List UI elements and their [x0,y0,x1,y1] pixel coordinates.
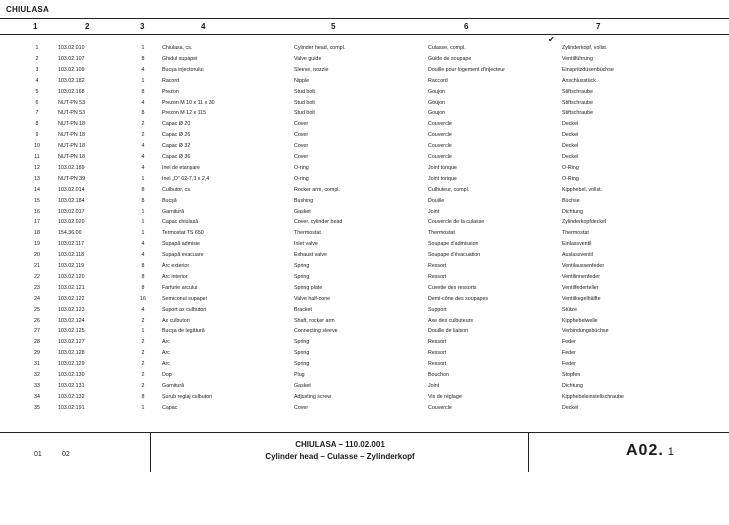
row-position: 7 [35,110,39,117]
row-name-en: Sleeve, nozzle [294,66,329,73]
col-header-2: 2 [85,22,90,31]
row-quantity: 1 [141,328,145,335]
row-name-de: Einlassventil [562,241,592,248]
row-name-de: Stiftschraube [562,88,593,95]
row-name-fr: Douille [428,197,445,204]
row-position: 28 [34,339,40,346]
col-header-4: 4 [201,22,206,31]
row-quantity: 8 [141,55,145,62]
row-part-code: 103.02.182 [58,77,85,84]
row-position: 23 [34,284,40,291]
row-quantity: 4 [141,164,145,171]
row-name-ro: Supapă admisie [162,241,200,248]
table-row [0,87,729,97]
row-quantity: 1 [141,404,145,411]
row-name-en: Cover [294,132,309,139]
row-name-ro: Prezon [162,88,179,95]
col-header-5: 5 [331,22,336,31]
row-part-code: 103.02.168 [58,88,85,95]
footer-top-rule [0,432,729,433]
table-row [0,392,729,402]
table-row [0,228,729,238]
row-name-en: Exhaust valve [294,252,327,259]
row-name-fr: Couvercle [428,143,452,150]
row-position: 24 [34,295,40,302]
row-position: 10 [34,143,40,150]
table-row [0,65,729,75]
footer-divider-left [150,432,151,472]
sheet-code-main: A02. [626,442,664,459]
row-name-ro: Arc exterior [162,263,190,269]
table-row [0,152,729,162]
row-quantity: 4 [141,252,145,259]
row-name-fr: Goujon [428,110,446,117]
row-part-code: NUT-PN 18 [58,143,86,150]
row-position: 22 [34,273,40,280]
row-name-ro: Prezon M 12 x 115 [162,110,207,117]
row-quantity: 4 [141,306,145,313]
col-header-1: 1 [33,22,38,31]
row-name-fr: Raccord [428,77,448,84]
row-name-de: Deckel [562,154,579,160]
row-position: 6 [35,99,39,106]
row-name-de: Dichtung [562,208,583,215]
row-part-code: 103.02.124 [58,317,85,324]
row-part-code: 103.02.131 [58,382,85,389]
row-name-en: Inlet valve [294,241,318,248]
table-row [0,141,729,151]
row-name-en: Shaft, rocker arm [294,317,335,324]
row-position: 1 [35,45,39,51]
header-rule [0,34,729,35]
row-name-de: Zylinderkopf, vollst. [562,45,608,51]
table-row [0,348,729,358]
row-part-code: 103.02.128 [58,350,85,357]
page-title: CHIULASA [6,5,49,14]
table-row [0,239,729,249]
row-name-en: Rocker arm, compl. [294,186,340,193]
row-name-de: Ventilfederteller [562,284,599,291]
row-quantity: 4 [141,66,145,73]
row-name-fr: Ressort [428,339,447,346]
row-quantity: 1 [141,219,145,226]
row-part-code: 103.02.107 [58,55,85,62]
table-row [0,163,729,173]
row-name-de: Deckel [562,143,579,150]
table-row [0,294,729,304]
row-part-code: 103.02.109 [58,66,85,73]
row-quantity: 8 [141,88,145,95]
row-name-de: Büchse [562,197,580,204]
row-name-en: Cover [294,154,309,160]
footer-title: CHIULASA – 110.02.001 [295,440,385,449]
row-name-en: Cover [294,143,309,150]
row-position: 4 [35,77,39,84]
row-name-fr: Joint torique [428,164,457,171]
row-part-code: 103.02.119 [58,263,85,269]
row-name-fr: Couvercle [428,404,452,411]
row-name-ro: Supapă evacuare [162,252,204,259]
row-name-de: Ventilaussenfeder [562,263,605,269]
row-name-fr: Couvercle [428,132,452,139]
row-name-de: Stiftschraube [562,110,593,117]
footer-divider-right [528,432,529,472]
sheet-code [626,442,675,460]
row-name-de: Deckel [562,132,579,139]
row-name-en: Cover [294,404,309,411]
row-name-en: Gasket [294,208,311,215]
row-quantity: 16 [140,295,146,302]
row-name-ro: Capac [162,404,178,411]
row-name-fr: Guide de soupape [428,55,472,62]
row-name-fr: Couvercle [428,154,452,160]
row-name-en: Spring plate [294,284,323,291]
row-name-de: Ventilkegelhälfte [562,295,601,302]
row-name-en: Adjusting screw [294,393,332,400]
col-header-3: 3 [140,22,145,31]
table-row [0,196,729,206]
row-name-fr: Culasse, compl. [428,45,466,51]
row-name-en: Spring [294,350,310,357]
row-name-en: Gasket [294,382,311,389]
row-quantity: 2 [141,382,145,389]
row-part-code: NUT-PN 18 [58,154,86,160]
table-row [0,217,729,227]
row-position: 29 [34,350,40,357]
row-position: 3 [35,66,39,73]
table-row [0,43,729,53]
row-position: 12 [34,164,40,171]
row-name-ro: Prezon M 10 x 11 x 30 [162,99,215,106]
table-row [0,337,729,347]
row-part-code: NUT-PN 18 [58,121,86,128]
row-part-code: 103.02.020 [58,219,85,226]
row-name-de: Anschlusstück [562,77,596,84]
row-position: 21 [34,263,40,269]
row-position: 35 [34,404,40,411]
row-name-ro: Arc interior [162,273,188,280]
row-name-ro: Semiconul supapei [162,295,207,302]
row-name-de: Feder [562,361,576,368]
row-part-code: 103.02.121 [58,284,85,291]
row-part-code: 103.02.125 [58,328,85,335]
row-name-de: Kipphebel, vollst. [562,186,603,193]
table-row [0,185,729,195]
row-name-de: Feder [562,339,576,346]
row-name-fr: Demi-cône des soupapes [428,295,489,302]
row-name-en: Spring [294,273,310,280]
check-mark-icon: ✔ [548,35,555,44]
row-quantity: 2 [141,317,145,324]
row-name-de: Stiftschraube [562,99,593,106]
row-name-fr: Ressort [428,350,447,357]
row-part-code: 103.02.130 [58,372,85,378]
row-quantity: 2 [141,361,145,368]
row-name-en: Bushing [294,197,314,204]
row-quantity: 8 [141,273,145,280]
row-name-de: Deckel [562,121,579,128]
table-row [0,108,729,118]
row-name-fr: Culbuteur, compl. [428,186,470,193]
row-position: 15 [34,197,40,204]
row-name-de: Auslassventil [562,252,593,259]
row-position: 17 [34,219,40,226]
row-name-en: Valve half-cone [294,295,331,302]
row-name-fr: Support [428,306,447,313]
row-name-fr: Goujon [428,88,446,95]
row-position: 27 [34,328,40,335]
row-part-code: NUT-PN 53 [58,99,86,106]
table-row [0,250,729,260]
table-row [0,130,729,140]
top-rule [0,18,729,19]
row-part-code: NUT-PN 53 [58,110,86,117]
row-part-code: 103.02.184 [58,197,85,204]
row-position: 33 [34,382,40,389]
row-position: 31 [34,361,40,368]
row-name-ro: Capac Ø 32 [162,143,191,150]
row-name-ro: Capac Ø 36 [162,154,191,160]
row-position: 32 [34,372,40,378]
row-name-ro: Capac Ø 20 [162,121,191,128]
row-position: 19 [34,241,40,248]
row-name-ro: Bucşă [162,197,177,204]
row-quantity: 8 [141,393,145,400]
row-part-code: 103.02.010 [58,45,85,51]
row-name-en: Plug [294,372,305,378]
table-row [0,98,729,108]
row-position: 2 [35,55,39,62]
row-name-en: Cover [294,121,309,128]
row-quantity: 2 [141,132,145,139]
table-row [0,381,729,391]
row-part-code: 103.02.120 [58,273,85,280]
table-row [0,316,729,326]
row-name-de: Feder [562,350,576,357]
row-name-ro: Bucşa de legătură [162,328,205,335]
row-name-ro: Ax culbutori [162,317,190,324]
table-row [0,174,729,184]
table-row [0,326,729,336]
table-row [0,54,729,64]
row-name-en: Spring [294,339,310,346]
table-row [0,261,729,271]
row-quantity: 8 [141,186,145,193]
row-name-en: Connecting sleeve [294,328,338,335]
row-name-de: O-Ring [562,164,579,171]
row-name-fr: Couvercle [428,121,452,128]
row-name-ro: Bucşa injectorului [162,66,204,73]
row-name-ro: Culbutor, cs. [162,186,192,193]
row-name-en: O-ring [294,175,309,182]
table-row [0,207,729,217]
row-name-ro: Garnitură [162,208,185,215]
table-row [0,359,729,369]
row-quantity: 1 [141,230,145,237]
row-name-en: Stud bolt [294,88,315,95]
row-position: 25 [34,306,40,313]
row-name-en: Thermostat [294,230,321,237]
row-name-de: Thermostat [562,230,589,237]
row-quantity: 2 [141,350,145,357]
row-name-ro: Capac Ø 26 [162,132,191,139]
row-name-fr: Cuvette des ressorts [428,284,477,291]
row-quantity: 4 [141,99,145,106]
row-part-code: 103.02.129 [58,361,85,368]
row-name-de: Stopfen [562,372,581,378]
row-quantity: 4 [141,154,145,160]
footer-ref-a: 01 [34,451,42,458]
row-name-fr: Goujon [428,99,446,106]
row-name-fr: Vis de réglage [428,393,462,400]
row-name-fr: Soupape d'évacuation [428,252,481,259]
row-name-ro: Termostat TS 650 [162,230,204,237]
row-position: 18 [34,230,40,237]
row-quantity: 8 [141,263,145,269]
row-position: 8 [35,121,39,128]
row-name-en: Cylinder head, compl. [294,45,346,51]
row-name-fr: Ressort [428,273,447,280]
row-quantity: 1 [141,45,145,51]
row-name-ro: Şurub reglaj culbutori [162,393,213,400]
footer-ref-b: 02 [62,451,70,458]
row-name-fr: Ressort [428,263,447,269]
row-quantity: 2 [141,372,145,378]
row-part-code: 103.02.123 [58,306,85,313]
row-name-fr: Douille pour logement d'injecteur [428,66,505,73]
table-row [0,305,729,315]
row-name-ro: Dop [162,372,172,378]
row-quantity: 8 [141,110,145,117]
row-name-ro: Arc [162,361,170,368]
row-name-de: Dichtung [562,382,583,389]
row-name-ro: Farfurie arcului [162,284,198,291]
row-quantity: 4 [141,143,145,150]
row-name-de: Einspritzdüsenbüchse [562,66,614,73]
row-name-fr: Thermostat [428,230,455,237]
row-part-code: 103.02.117 [58,241,85,248]
row-name-fr: Axe des culbuteurs [428,317,474,324]
row-name-de: Zylinderkopfdeckel [562,219,607,226]
row-name-en: O-ring [294,164,309,171]
row-name-de: Ventilinnenfeder [562,273,600,280]
row-quantity: 8 [141,284,145,291]
footer-subtitle: Cylinder head – Culasse – Zylinderkopf [265,452,415,461]
row-name-fr: Douille de liaison [428,328,469,335]
row-part-code: 103.02.017 [58,208,85,215]
row-name-ro: Chiulasa, cs. [162,45,193,51]
row-position: 20 [34,252,40,259]
row-part-code: NUT-PN 18 [58,132,86,139]
row-name-fr: Joint [428,382,440,389]
row-name-en: Spring [294,361,310,368]
row-name-fr: Soupape d'admission [428,241,479,248]
table-row [0,283,729,293]
row-name-en: Nipple [294,77,310,84]
row-name-en: Stud bolt [294,110,315,117]
row-position: 5 [35,88,39,95]
row-name-de: Deckel [562,404,579,411]
row-name-en: Stud bolt [294,99,315,106]
row-position: 34 [34,393,40,400]
row-part-code: 103.02.122 [58,295,85,302]
table-row [0,272,729,282]
row-name-en: Cover, cylinder head [294,219,343,226]
row-position: 14 [34,186,40,193]
row-part-code: 103.02.118 [58,252,85,259]
table-row [0,119,729,129]
row-position: 11 [34,154,40,160]
row-name-de: O-Ring [562,175,579,182]
col-header-7: 7 [596,22,601,31]
row-name-de: Ventilführung [562,55,593,62]
table-row [0,370,729,380]
row-name-de: Stütze [562,306,578,313]
row-quantity: 1 [141,77,145,84]
row-part-code: 103.02.132 [58,393,85,400]
row-quantity: 1 [141,175,145,182]
table-row [0,76,729,86]
row-name-ro: Capac chiulasă [162,219,199,226]
table-row [0,403,729,413]
row-name-en: Bracket [294,306,312,313]
row-part-code: 103.02.191 [58,404,85,411]
row-name-fr: Bouchon [428,372,449,378]
row-position: 16 [34,208,40,215]
col-header-6: 6 [464,22,469,31]
row-name-fr: Couvercle de la culasse [428,219,485,226]
row-name-ro: Arc [162,339,170,346]
row-name-ro: Inel de etanşare [162,164,200,171]
row-name-ro: Racord [162,77,180,84]
row-part-code: 103.02.189 [58,164,85,171]
row-name-fr: Joint torique [428,175,457,182]
row-name-de: Verbindungsbüchse [562,328,609,335]
sheet-code-sub: 1 [667,446,675,458]
row-name-en: Spring [294,263,310,269]
row-position: 13 [34,175,40,182]
row-quantity: 1 [141,208,145,215]
row-name-de: Kipphebeleinstellschraube [562,393,624,400]
row-part-code: 154.36.00 [58,230,82,237]
row-name-fr: Joint [428,208,440,215]
row-quantity: 2 [141,121,145,128]
row-name-ro: Garnitură [162,382,185,389]
row-name-ro: Inel „O" 62-7,3 x 2,4 [162,175,210,182]
row-name-ro: Suport ax culbutori [162,306,207,313]
row-part-code: 103.02.014 [58,186,85,193]
row-quantity: 8 [141,197,145,204]
row-position: 26 [34,317,40,324]
row-name-ro: Ghidul supapei [162,55,198,62]
row-name-en: Valve guide [294,55,322,62]
row-quantity: 2 [141,339,145,346]
row-part-code: 103.02.127 [58,339,85,346]
row-name-fr: Ressort [428,361,447,368]
row-part-code: NUT-PN 39 [58,175,86,182]
row-position: 9 [35,132,39,139]
row-quantity: 4 [141,241,145,248]
row-name-de: Kipphebelwelle [562,317,598,324]
row-name-ro: Arc [162,350,170,357]
